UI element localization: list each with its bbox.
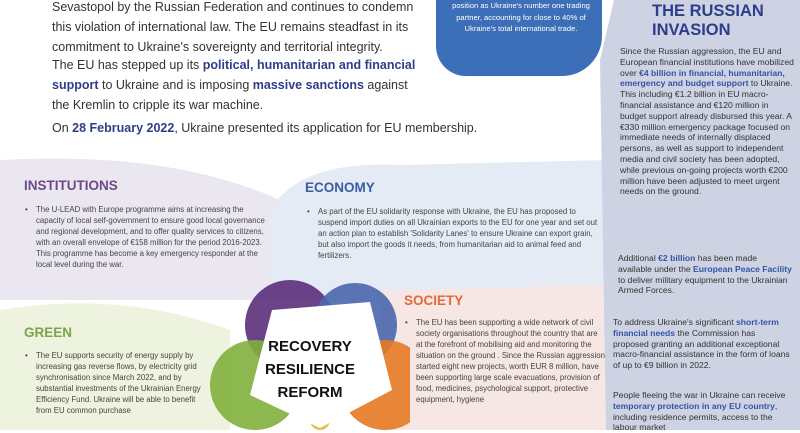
invasion-title: THE RUSSIAN INVASION [652,2,764,39]
slogan-line: RESILIENCE [264,361,355,378]
text: the Commission has proposed granting an additional exceptional macro-financial assistance in the form of loans of up to €9 billion in 2022. [613,327,790,371]
society-title: SOCIETY [404,293,464,308]
slogan-line: REFORM [277,384,343,401]
text-line: this violation of international law. The EU remains steadfast in its [52,20,409,34]
text: to deliver military equipment to the Ukrainian Armed Forces. [618,274,788,296]
text-line: Sevastopol by the Russian Federation and continues to condemn [52,0,414,14]
text: to Ukraine and is imposing [98,78,253,92]
highlight: short-term financial needs [613,317,779,338]
institutions-title: INSTITUTIONS [24,178,118,193]
institutions-text: • The U-LEAD with Europe programme aims at increasing the capacity of local self-government to ensure good local governance and regional development, and to offer quality services to citizens, with an overall envelope of €158 million for the period 2016-2023. This programme has become a key emergency responder at the local level during the war. [36,204,266,270]
highlight: 28 February 2022 [72,121,175,135]
highlight: €4 billion in financial, humanitarian, emergency and budget support [620,67,785,89]
intro-paragraph-2 [52,55,424,115]
highlight: massive sanctions [252,78,364,92]
text: Since the Russian aggression, the EU and European financial institutions have mobilized over [620,46,794,78]
economy-text: • As part of the EU solidarity response with Ukraine, the EU has proposed to suspend import duties on all Ukrainian exports to the EU for one year and set out an action plan to establish 'Solidarity Lanes' to ensure Ukraine can export grain, but also import the goods it needs, from humanitarian aid to animal feed and fertilizers. [318,206,600,261]
text: to Ukraine. This including €1.2 billion in EU macro-financial assistance and €120 million in budget support already disbursed this year. A €330 million emergency package focused on immediate needs of internally displaced persons, as well as support to independent media and civil society has been adopted, while previous on-going projects worth €200 million have been adjusted to meet urgent needs on the ground. [620,78,793,197]
invasion-paragraph-1 [620,46,795,197]
text: On [52,121,73,135]
highlight: €2 billion [658,253,696,263]
highlight: European Peace Facility [693,263,792,274]
invasion-paragraph-3 [613,317,791,371]
text: has been made available under the [618,253,758,274]
text: Additional [618,253,659,263]
text: , Ukraine presented its application for EU membership. [174,121,478,135]
text: against the Kremlin to cripple its war machine. [52,78,408,112]
slogan-line: RECOVERY [268,338,352,355]
invasion-paragraph-4 [613,390,795,433]
society-text: • The EU has been supporting a wide network of civil society organisations throughout the country that are at the forefront of mobilising aid and monitoring the situation on the ground . Since the Russian aggression started eight new projects, worth EUR 8 million, have been supporting large scale evacuations, provision of food, medicines, psychological support, protective equipment, hygiene [416,317,606,405]
green-title: GREEN [24,325,73,340]
highlight: political, humanitarian and financial support [52,58,416,92]
text: , including residence permits, access to the labour market [613,400,778,433]
green-text: • The EU supports security of energy supply by increasing gas reverse flows, by electricity grid synchronisation since March 2022, and by substantial investments of the Ukrainian Energy Efficiency Fund. Ukraine will be able to benefit from EU common purchase [36,350,208,416]
highlight: temporary protection in any EU country [613,400,775,411]
trade-callout-text: position as Ukraine's number one trading partner, accounting for close to 40% of Ukraine's total international trade. [452,1,590,33]
invasion-paragraph-2 [618,253,793,296]
economy-title: ECONOMY [305,180,375,195]
text-line: commitment to Ukraine's sovereignty and territorial integrity. [52,40,383,54]
text: The EU has stepped up its [52,58,203,72]
intro-paragraph-3 [52,118,592,138]
center-slogan [240,335,380,404]
intro-paragraph-1 [52,0,424,57]
text: To address Ukraine's significant [613,317,736,327]
text: People fleeing the war in Ukraine can receive [613,390,786,400]
